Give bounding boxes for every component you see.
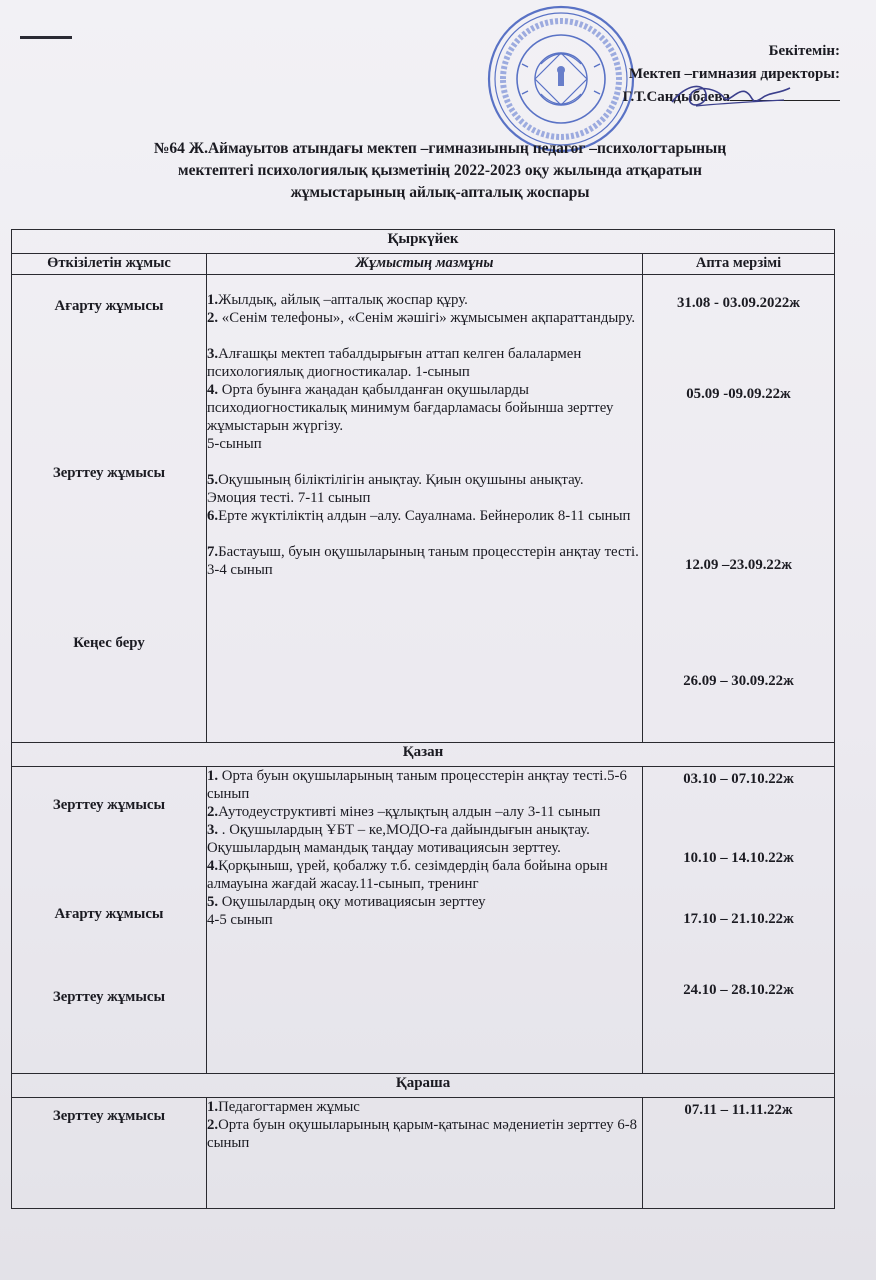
list-item: 5. Оқушылардың оқу мотивациясын зерттеу [207,894,486,910]
month-header: Қазан [12,743,835,767]
list-item: 2.Орта буын оқушыларының қарым-қатынас мәдениетін зерттеу 6-8 сынып [207,1117,638,1151]
list-item: 2. «Сенім телефоны», «Сенім жәшігі» жұмысымен ақпараттандыру. [207,310,636,326]
title-line-2: мектептегі психологиялық қызметінің 2022-2023 оқу жылында атқаратын [178,162,702,179]
work-type-label: Зерттеу жұмысы [52,797,166,813]
work-type-label: Зерттеу жұмысы [52,1108,166,1124]
table-row [12,767,835,1074]
spacer [207,327,642,345]
month-header: Қараша [12,1074,835,1098]
content-cell [207,767,643,1074]
document-title [90,138,790,204]
work-type-cell [12,1098,207,1209]
plan-table [11,229,835,1209]
list-item: 5-сынып [207,436,262,452]
list-item: 1.Педагогтармен жұмыс [207,1099,360,1115]
list-item: Эмоция тесті. 7-11 сынып [207,490,371,506]
week-date: 03.10 – 07.10.22ж [683,771,794,787]
content-cell [207,275,643,743]
month-row-september [12,230,835,254]
director-name: Г.Т.Сандыбаева [622,89,730,105]
date-cell [643,1098,835,1209]
date-cell [643,767,835,1074]
list-item: 3.Алғашқы мектеп табалдырығын аттап келген балалармен психологиялық диогностикалар. 1-сынып [207,346,582,380]
work-type-label: Ағарту жұмысы [54,906,164,922]
top-left-dash [20,36,72,39]
week-date: 26.09 – 30.09.22ж [683,673,794,689]
list-item: 5.Оқушының біліктілігін анықтау. Қиын оқушыны анықтау. [207,472,584,488]
spacer [207,525,642,543]
column-header-row [12,254,835,275]
list-item: 4-5 сынып [207,912,273,928]
work-type-label: Зерттеу жұмысы [52,465,166,481]
week-date: 17.10 – 21.10.22ж [683,911,794,927]
list-item: 1.Жылдық, айлық –апталық жоспар құру. [207,292,468,308]
list-item: 4. Орта буынға жаңадан қабылданған оқушыларды психодиогностикалық минимум бағдарламасы бойынша зерттеу жұмыстарын жүргізу. [207,382,614,434]
week-date: 24.10 – 28.10.22ж [683,982,794,998]
week-date: 05.09 -09.09.22ж [686,386,791,402]
table-row [12,1098,835,1209]
column-header-date: Апта мерзімі [643,254,835,275]
column-header-type: Өткізілетін жұмыс [12,254,207,275]
list-item: 6.Ерте жүктіліктің алдын –алу. Сауалнама. Бейнеролик 8-11 сынып [207,508,631,524]
month-row-november [12,1074,835,1098]
list-item: 3. . Оқушылардың ҰБТ – ке,МОДО-ға дайындығын анықтау. Оқушылардың мамандық таңдау мотивациясын зерттеу. [207,822,590,856]
spacer [207,453,642,471]
week-date: 31.08 - 03.09.2022ж [677,295,800,311]
approval-heading: Бекітемін: [768,43,840,59]
work-type-cell [12,275,207,743]
work-type-label: Кеңес беру [73,635,145,651]
handwritten-signature [666,78,796,114]
month-row-october [12,743,835,767]
work-type-label: Ағарту жұмысы [54,298,164,314]
list-item: 7.Бастауыш, буын оқушыларының таным процесстерін анқтау тесті. 3-4 сынып [207,544,639,578]
list-item: 1. Орта буын оқушыларының таным процесстерін анқтау тесті.5-6 сынып [207,768,627,802]
approval-position: Мектеп –гимназия директоры: [628,66,840,82]
work-type-cell [12,767,207,1074]
month-header: Қыркүйек [12,230,835,254]
week-date: 07.11 – 11.11.22ж [684,1102,793,1118]
week-date: 10.10 – 14.10.22ж [683,850,794,866]
content-cell [207,1098,643,1209]
list-item: 4.Қорқыныш, үрей, қобалжу т.б. сезімдердің бала бойына орын алмауына жағдай жасау.11-сынып, тренинг [207,858,608,892]
list-item: 2.Аутодеуструктивті мінез –құлықтың алдын –алу 3-11 сынып [207,804,601,820]
title-line-3: жұмыстарының айлық-апталық жоспары [290,184,590,201]
week-date: 12.09 –23.09.22ж [685,557,792,573]
column-header-content: Жұмыстың мазмұны [207,254,643,275]
date-cell [643,275,835,743]
table-row [12,275,835,743]
title-line-1: №64 Ж.Аймауытов атындағы мектеп –гимназиының педагог –психологтарының [153,140,727,157]
work-type-label: Зерттеу жұмысы [52,989,166,1005]
